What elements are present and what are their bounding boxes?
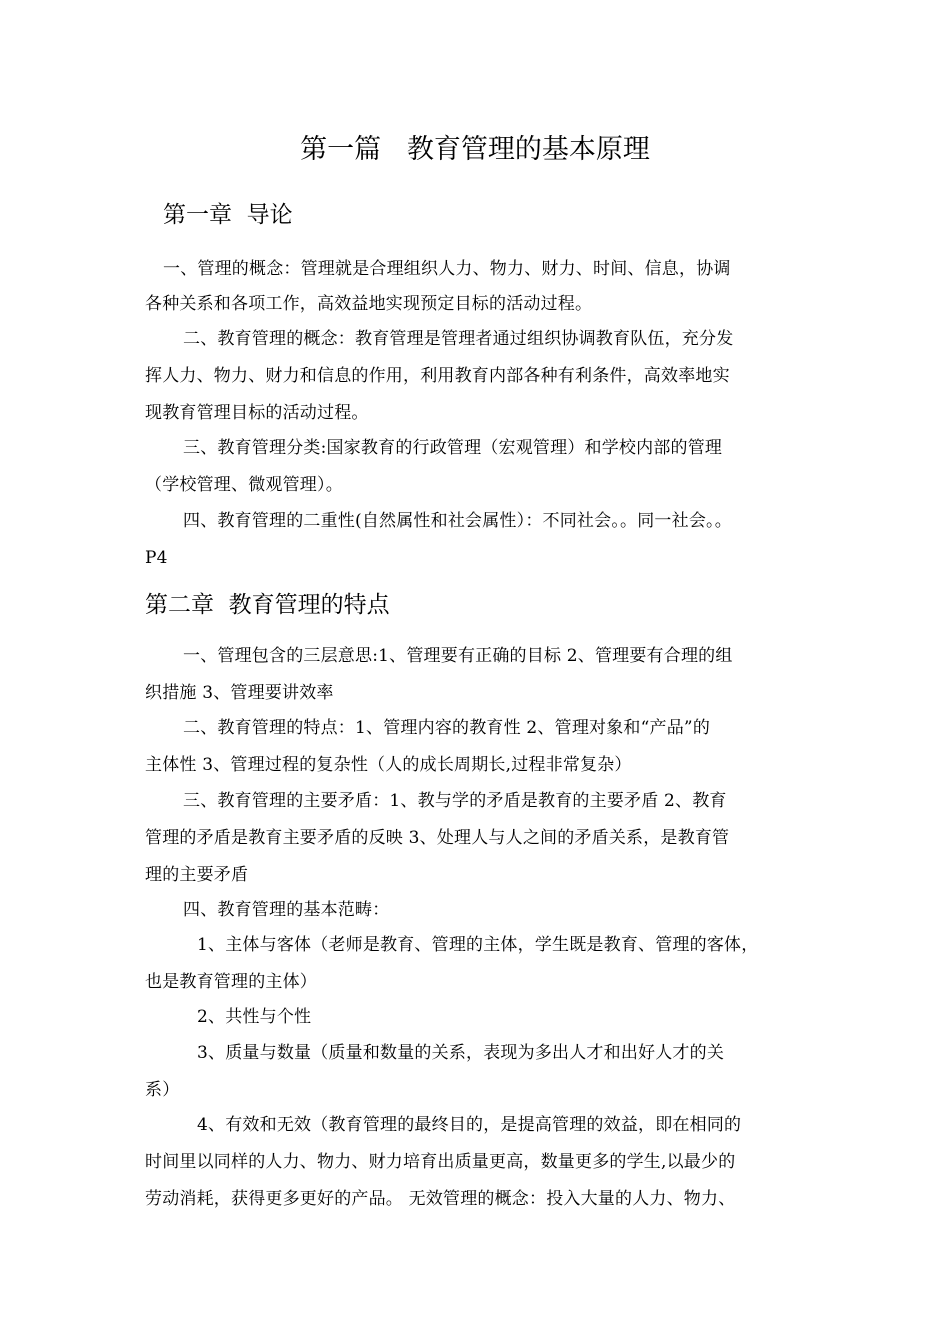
- page-reference: P4: [145, 548, 168, 568]
- document-title: 第一篇 教育管理的基本原理: [300, 134, 650, 165]
- paragraph-line: 1、主体与客体（老师是教育、管理的主体，学生既是教育、管理的客体，: [197, 935, 759, 955]
- paragraph-line: 一、管理包含的三层意思:1、管理要有正确的目标 2、管理要有合理的组: [183, 646, 733, 666]
- chapter-2-heading: 第二章 教育管理的特点: [145, 592, 390, 618]
- paragraph-line: 管理的矛盾是教育主要矛盾的反映 3、处理人与人之间的矛盾关系，是教育管: [145, 828, 730, 848]
- paragraph-line: 三、教育管理分类:国家教育的行政管理（宏观管理）和学校内部的管理: [183, 438, 723, 458]
- paragraph-line: 织措施 3、管理要讲效率: [145, 683, 334, 703]
- paragraph-line: 三、教育管理的主要矛盾：1、教与学的矛盾是教育的主要矛盾 2、教育: [183, 791, 727, 811]
- paragraph-line: （学校管理、微观管理）。: [145, 475, 343, 495]
- paragraph-line: 理的主要矛盾: [145, 865, 249, 885]
- paragraph-line: 系）: [145, 1080, 180, 1100]
- paragraph-line: 时间里以同样的人力、物力、财力培育出质量更高，数量更多的学生,以最少的: [145, 1152, 736, 1172]
- paragraph-line: 四、教育管理的基本范畴：: [183, 900, 390, 920]
- paragraph-line: 劳动消耗，获得更多更好的产品。 无效管理的概念：投入大量的人力、物力、: [145, 1189, 736, 1209]
- paragraph-line: 3、质量与数量（质量和数量的关系，表现为多出人才和出好人才的关: [197, 1043, 725, 1063]
- paragraph-line: 二、教育管理的特点：1、管理内容的教育性 2、管理对象和“产品”的: [183, 718, 711, 738]
- paragraph-line: 4、有效和无效（教育管理的最终目的，是提高管理的效益，即在相同的: [197, 1115, 742, 1135]
- paragraph-line: 一、管理的概念：管理就是合理组织人力、物力、财力、时间、信息，协调: [163, 259, 731, 279]
- paragraph-line: 各种关系和各项工作，高效益地实现预定目标的活动过程。: [145, 294, 593, 314]
- paragraph-line: 四、教育管理的二重性(自然属性和社会属性）：不同社会。。同一社会。。: [183, 511, 732, 531]
- paragraph-line: 2、共性与个性: [197, 1007, 312, 1027]
- paragraph-line: 挥人力、物力、财力和信息的作用，利用教育内部各种有利条件，高效率地实: [145, 366, 730, 386]
- paragraph-line: 现教育管理目标的活动过程。: [145, 403, 369, 423]
- paragraph-line: 也是教育管理的主体）: [145, 972, 317, 992]
- chapter-1-heading: 第一章 导论: [163, 202, 293, 228]
- paragraph-line: 主体性 3、管理过程的复杂性（人的成长周期长,过程非常复杂）: [145, 755, 632, 775]
- paragraph-line: 二、教育管理的概念：教育管理是管理者通过组织协调教育队伍，充分发: [183, 329, 734, 349]
